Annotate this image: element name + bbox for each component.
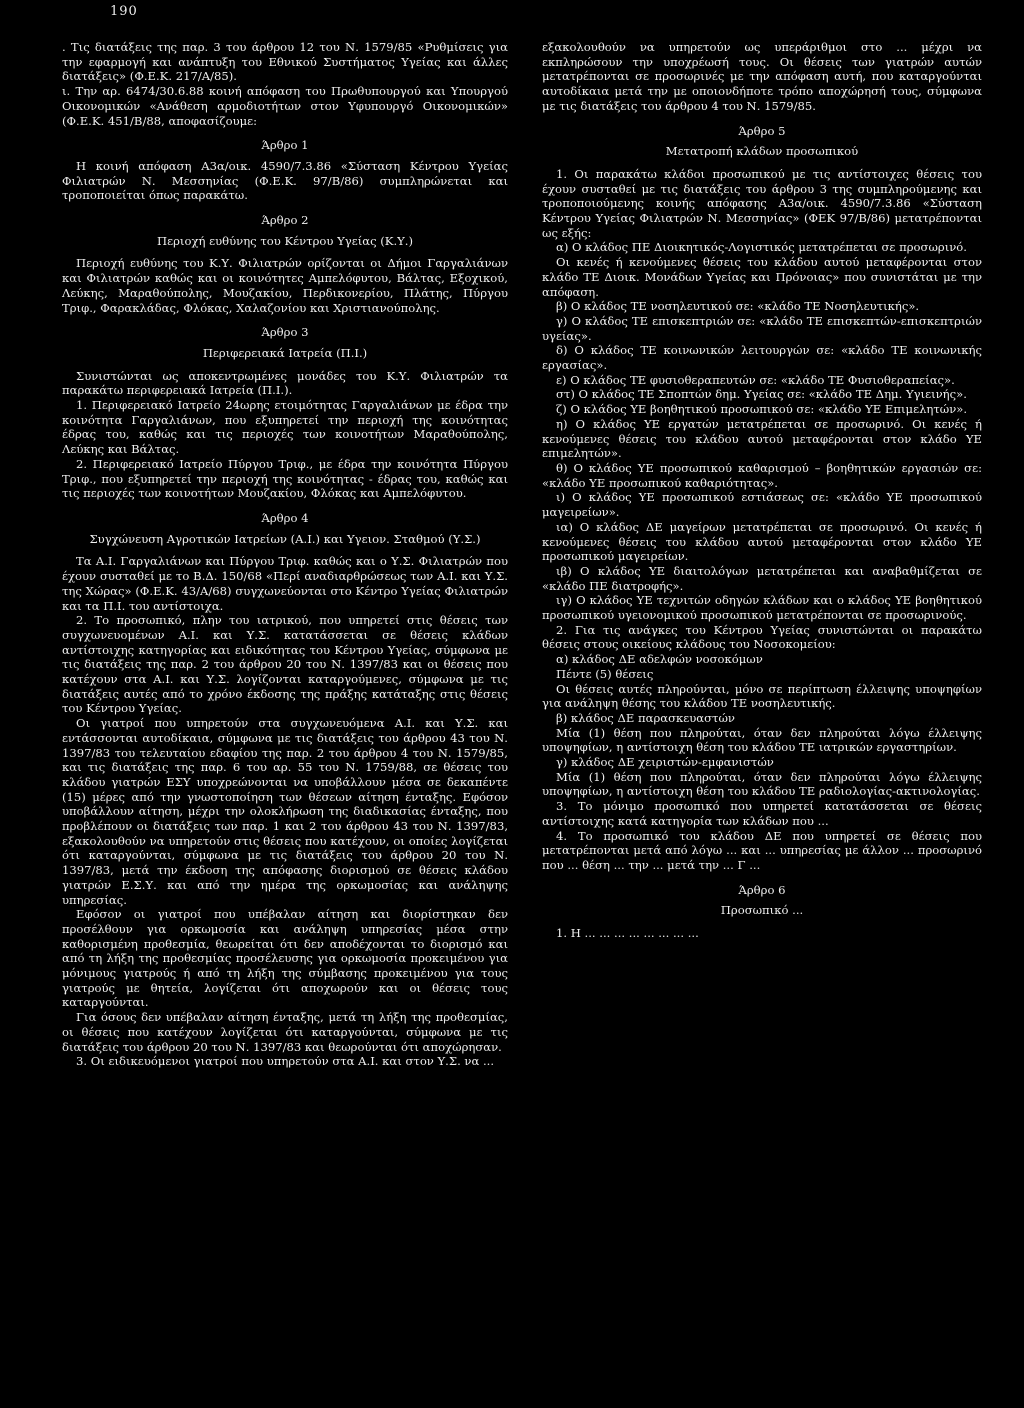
paragraph: Συνιστώνται ως αποκεντρωμένες μονάδες του Κ.Υ. Φιλιατρών τα παρακάτω περιφερειακά Ιατρεία (Π.Ι.). bbox=[62, 368, 508, 398]
paragraph: 4. Το προσωπικό του κλάδου ΔΕ που υπηρετεί σε θέσεις που μετατρέπονται μετά από λόγω ... και ... υπηρεσίας με άλλον ... προσωρινό που ... θέση ... την ... μετά την ... Γ ... bbox=[542, 828, 982, 872]
paragraph: ιβ) Ο κλάδος ΥΕ διαιτολόγων μετατρέπεται και αναβαθμίζεται σε «κλάδο ΠΕ διατροφής». bbox=[542, 563, 982, 593]
paragraph: Πέντε (5) θέσεις bbox=[556, 666, 654, 681]
paragraph: 2. Το προσωπικό, πλην του ιατρικού, που υπηρετεί στις θέσεις των συγχωνευομένων Α.Ι. και Υ.Σ. κατατάσσεται σε θέσεις κλάδων αντίστοιχης κατηγορίας και ειδικότητας του Κέντρου Υγείας, σύμφωνα με τις διατάξεις της παρ. 2 του άρθρου 20 του Ν. 1397/83 και οι θέσεις που κατέχουν στα Α.Ι. και Υ.Σ. λογίζονται καταργούμενες, σύμφωνα με τις διατάξεις αυτές από το χρόνο έκδοσης της πράξης κατάταξης στις θέσεις του Κέντρου Υγείας. bbox=[62, 613, 508, 716]
section-heading: Άρθρο 1 bbox=[261, 138, 309, 153]
paragraph: 1. Περιφερειακό Ιατρείο 24ωρης ετοιμότητας Γαργαλιάνων με έδρα την κοινότητα Γαργαλιάνων, που εξυπηρετεί την περιοχή της κοινότητας έδρας του, καθώς και τις περιοχές των κοινοτήτων Μαραθούπολης, Λεύκης και Βάλτας. bbox=[62, 398, 508, 457]
paragraph: η) Ο κλάδος ΥΕ εργατών μετατρέπεται σε προσωρινό. Οι κενές ή κενούμενες θέσεις του κλάδου αυτού μεταφέρονται στον κλάδο ΥΕ επιμελητών». bbox=[542, 416, 982, 461]
paragraph: Μία (1) θέση που πληρούται, όταν δεν πληρούται λόγω έλλειψης υποψηφίων, η αντίστοιχη θέση του κλάδου ΤΕ ιατρικών εργαστηρίων. bbox=[542, 725, 982, 755]
paragraph: Για όσους δεν υπέβαλαν αίτηση ένταξης, μετά τη λήξη της προθεσμίας, οι θέσεις που κατέχουν λογίζεται ότι καταργούνται, σύμφωνα με τις διατάξεις του άρθρου 20 του Ν. 1397/83 και θεωρούνται ότι αποχώρησαν. bbox=[62, 1010, 508, 1054]
paragraph: Περιοχή ευθύνης του Κ.Υ. Φιλιατρών ορίζονται οι Δήμοι Γαργαλιάνων και Φιλιατρών καθώς και οι κοινότητες Αμπελόφυτου, Βάλτας, Εξοχικού, Λεύκης, Μαραθούπολης, Μουζακίου, Περδικονερίου, Πλάτης, Πύργου Τριφ., Φαρακλάδας, Φλόκας, Χαλαζονίου και Χριστιανούπολης. bbox=[62, 256, 508, 315]
paragraph: ζ) Ο κλάδος ΥΕ βοηθητικού προσωπικού σε: «κλάδο ΥΕ Επιμελητών». bbox=[556, 402, 968, 417]
paragraph: ια) Ο κλάδος ΔΕ μαγείρων μετατρέπεται σε προσωρινό. Οι κενές ή κενούμενες θέσεις του κλάδου αυτού μεταφέρονται στον κλάδο ΥΕ προσωπικού μαγειρείων. bbox=[542, 519, 982, 564]
paragraph: Οι κενές ή κενούμενες θέσεις του κλάδου αυτού μεταφέρονται στον κλάδο ΤΕ Διοικ. Μονάδων Υγείας και Πρόνοιας» που συνιστάται με την απόφαση. bbox=[542, 255, 982, 299]
section-heading: Προσωπικό ... bbox=[720, 903, 804, 918]
paragraph: β) κλάδος ΔΕ παρασκευαστών bbox=[556, 710, 735, 725]
paragraph: ι) Ο κλάδος ΥΕ προσωπικού εστιάσεως σε: «κλάδο ΥΕ προσωπικού μαγειρείων». bbox=[542, 490, 982, 520]
section-heading: Περιοχή ευθύνης του Κέντρου Υγείας (Κ.Υ.) bbox=[156, 233, 414, 248]
section-heading: Μετατροπή κλάδων προσωπικού bbox=[665, 144, 859, 159]
page-number: 190 bbox=[110, 4, 138, 19]
paragraph: εξακολουθούν να υπηρετούν ως υπεράριθμοι στο ... μέχρι να εκπληρώσουν την υποχρέωσή τους. Οι θέσεις των γιατρών αυτών μετατρέπονται σε προσωρινές με την απόφαση αυτή, που καταργούνται αυτοδίκαια μετά την με οποιονδήποτε τρόπο αποχώρησή τους, σύμφωνα με τις διατάξεις του άρθρου 4 του Ν. 1579/85. bbox=[542, 40, 982, 113]
right-column bbox=[542, 40, 982, 941]
paragraph: ιγ) Ο κλάδος ΥΕ τεχνιτών οδηγών κλάδων και ο κλάδος ΥΕ βοηθητικού προσωπικού υγειονομικού προσωπικού μετατρέπονται σε προσωρινούς. bbox=[542, 593, 982, 623]
section-heading: Άρθρο 4 bbox=[261, 510, 309, 525]
paragraph: θ) Ο κλάδος ΥΕ προσωπικού καθαρισμού – βοηθητικών εργασιών σε: «κλάδο ΥΕ προσωπικού καθαριότητας». bbox=[542, 460, 982, 490]
paragraph: Οι γιατροί που υπηρετούν στα συγχωνευόμενα Α.Ι. και Υ.Σ. και εντάσσονται αυτοδίκαια, σύμφωνα με τις διατάξεις του άρθρου 43 του Ν. 1397/83 του τελευταίου εδαφίου της παρ. 2 του άρθρου 4 του Ν. 1579/85, και τις διατάξεις της παρ. 6 του αρ. 55 του Ν. 1759/88, σε θέσεις του κλάδου γιατρών ΕΣΥ υποχρεώνονται να υποβάλλουν μέσα σε δεκαπέντε (15) μέρες από την γνωστοποίηση των θέσεων αίτηση ένταξης. Εφόσον υποβάλλουν αίτηση, μέχρι την ολοκλήρωση της διαδικασίας ένταξης, που προβλέπουν οι διατάξεις των παρ. 1 και 2 του άρθρου 43 του Ν. 1397/83, εξακολουθούν να υπηρετούν στις θέσεις που κατέχουν, οι οποίες λογίζεται ότι καταργούνται, σύμφωνα με τις διατάξεις του άρθρου 20 του Ν. 1397/83, μετά την έκδοση της απόφασης διορισμού σε θέσεις κλάδου γιατρών Ε.Σ.Υ. και από την ημέρα της ορκωμοσίας και ανάληψης υπηρεσίας. bbox=[62, 716, 508, 907]
paragraph: Τα Α.Ι. Γαργαλιάνων και Πύργου Τριφ. καθώς και ο Υ.Σ. Φιλιατρών που έχουν συσταθεί με το Β.Δ. 150/68 «Περί αναδιαρθρώσεως των Α.Ι. και Υ.Σ. της Χώρας» (Φ.Ε.Κ. 43/Α/68) συγχωνεύονται στο Κέντρο Υγείας Φιλιατρών και τα Π.Ι. του αντίστοιχα. bbox=[62, 554, 508, 613]
paragraph: γ) Ο κλάδος ΤΕ επισκεπτριών σε: «κλάδο ΤΕ επισκεπτών-επισκεπτριών υγείας». bbox=[542, 313, 982, 343]
paragraph: στ) Ο κλάδος ΤΕ Σποπτών δημ. Υγείας σε: «κλάδο ΤΕ Δημ. Υγιεινής». bbox=[556, 387, 967, 402]
paragraph: 1. Η ... ... ... ... ... ... ... ... bbox=[556, 926, 699, 941]
section-heading: Άρθρο 6 bbox=[738, 882, 786, 897]
paragraph: β) Ο κλάδος ΤΕ νοσηλευτικού σε: «κλάδο ΤΕ Νοσηλευτικής». bbox=[556, 299, 920, 314]
section-heading: Περιφερειακά Ιατρεία (Π.Ι.) bbox=[202, 345, 368, 360]
paragraph: 3. Το μόνιμο προσωπικό που υπηρετεί κατατάσσεται σε θέσεις αντίστοιχης κατά κατηγορία των κλάδων που ... bbox=[542, 799, 982, 828]
paragraph: ε) Ο κλάδος ΤΕ φυσιοθεραπευτών σε: «κλάδο ΤΕ Φυσιοθεραπείας». bbox=[556, 372, 955, 387]
section-heading: Άρθρο 5 bbox=[738, 123, 786, 138]
paragraph: α) Ο κλάδος ΠΕ Διοικητικός-Λογιστικός μετατρέπεται σε προσωρινό. bbox=[556, 240, 967, 255]
paragraph: Η κοινή απόφαση Α3α/οικ. 4590/7.3.86 «Σύσταση Κέντρου Υγείας Φιλιατρών Ν. Μεσσηνίας (Φ.Ε.Κ. 97/Β/86) συμπληρώνεται και τροποποιείται όπως παρακάτω. bbox=[62, 158, 508, 203]
paragraph: 2. Για τις ανάγκες του Κέντρου Υγείας συνιστώνται οι παρακάτω θέσεις στους οικείους κλάδους του Νοσοκομείου: bbox=[542, 622, 982, 652]
left-column bbox=[62, 40, 508, 1069]
section-heading: Άρθρο 3 bbox=[261, 325, 309, 340]
section-heading: Άρθρο 2 bbox=[261, 213, 309, 228]
paragraph: δ) Ο κλάδος ΤΕ κοινωνικών λειτουργών σε: «κλάδο ΤΕ κοινωνικής εργασίας». bbox=[542, 343, 982, 373]
paragraph: Μία (1) θέση που πληρούται, όταν δεν πληρούται λόγω έλλειψης υποψηφίων, η αντίστοιχη θέση του κλάδου ΤΕ ραδιολογίας-ακτινολογίας. bbox=[542, 769, 982, 799]
paragraph: γ) κλάδος ΔΕ χειριστών-εμφανιστών bbox=[556, 755, 774, 770]
paragraph: . Τις διατάξεις της παρ. 3 του άρθρου 12 του Ν. 1579/85 «Ρυθμίσεις για την εφαρμογή και ανάπτυξη του Εθνικού Συστήματος Υγείας και άλλες διατάξεις» (Φ.Ε.Κ. 217/Α/85). bbox=[62, 40, 508, 84]
paragraph: α) κλάδος ΔΕ αδελφών νοσοκόμων bbox=[556, 652, 763, 667]
paragraph: Οι θέσεις αυτές πληρούνται, μόνο σε περίπτωση έλλειψης υποψηφίων για ανάληψη θέσης του κλάδου ΤΕ νοσηλευτικής. bbox=[542, 681, 982, 711]
paragraph: 3. Οι ειδικευόμενοι γιατροί που υπηρετούν στα Α.Ι. και στον Υ.Σ. να ... bbox=[76, 1054, 495, 1069]
section-heading: Συγχώνευση Αγροτικών Ιατρείων (Α.Ι.) και Υγειον. Σταθμού (Υ.Σ.) bbox=[89, 531, 481, 546]
paragraph: 1. Οι παρακάτω κλάδοι προσωπικού με τις αντίστοιχες θέσεις του έχουν συσταθεί με τις διατάξεις του άρθρου 3 της συμπληρούμενης και τροποποιούμενης κοινής απόφασης Α3α/οικ. 4590/7.3.86 «Σύσταση Κέντρου Υγείας Φιλιατρών Ν. Μεσσηνίας» (ΦΕΚ 97/Β/86) μετατρέπονται ως εξής: bbox=[542, 166, 982, 240]
paragraph: Εφόσον οι γιατροί που υπέβαλαν αίτηση και διορίστηκαν δεν προσέλθουν για ορκωμοσία και ανάληψη υπηρεσίας μέσα στην καθορισμένη προθεσμία, θεωρείται ότι δεν αποδέχονται το διορισμό και από τη λήξη της προθεσμίας προσέλευσης για ορκωμοσία προκειμένου για μόνιμους γιατρούς ή από τη λήξη της σύμβασης προκειμένου για τους γιατρούς με θητεία, λογίζεται ότι αποχωρούν και οι θέσεις τους καταργούνται. bbox=[62, 907, 508, 1010]
paragraph: ι. Την αρ. 6474/30.6.88 κοινή απόφαση του Πρωθυπουργού και Υπουργού Οικονομικών «Ανάθεση αρμοδιοτήτων στον Υφυπουργό Οικονομικών» (Φ.Ε.Κ. 451/Β/88, αποφασίζουμε: bbox=[62, 84, 508, 128]
paragraph: 2. Περιφερειακό Ιατρείο Πύργου Τριφ., με έδρα την κοινότητα Πύργου Τριφ., που εξυπηρετεί την περιοχή της κοινότητας - έδρας του, καθώς και τις περιοχές των κοινοτήτων Μουζακίου, Φλόκας και Αμπελόφυτου. bbox=[62, 456, 508, 501]
